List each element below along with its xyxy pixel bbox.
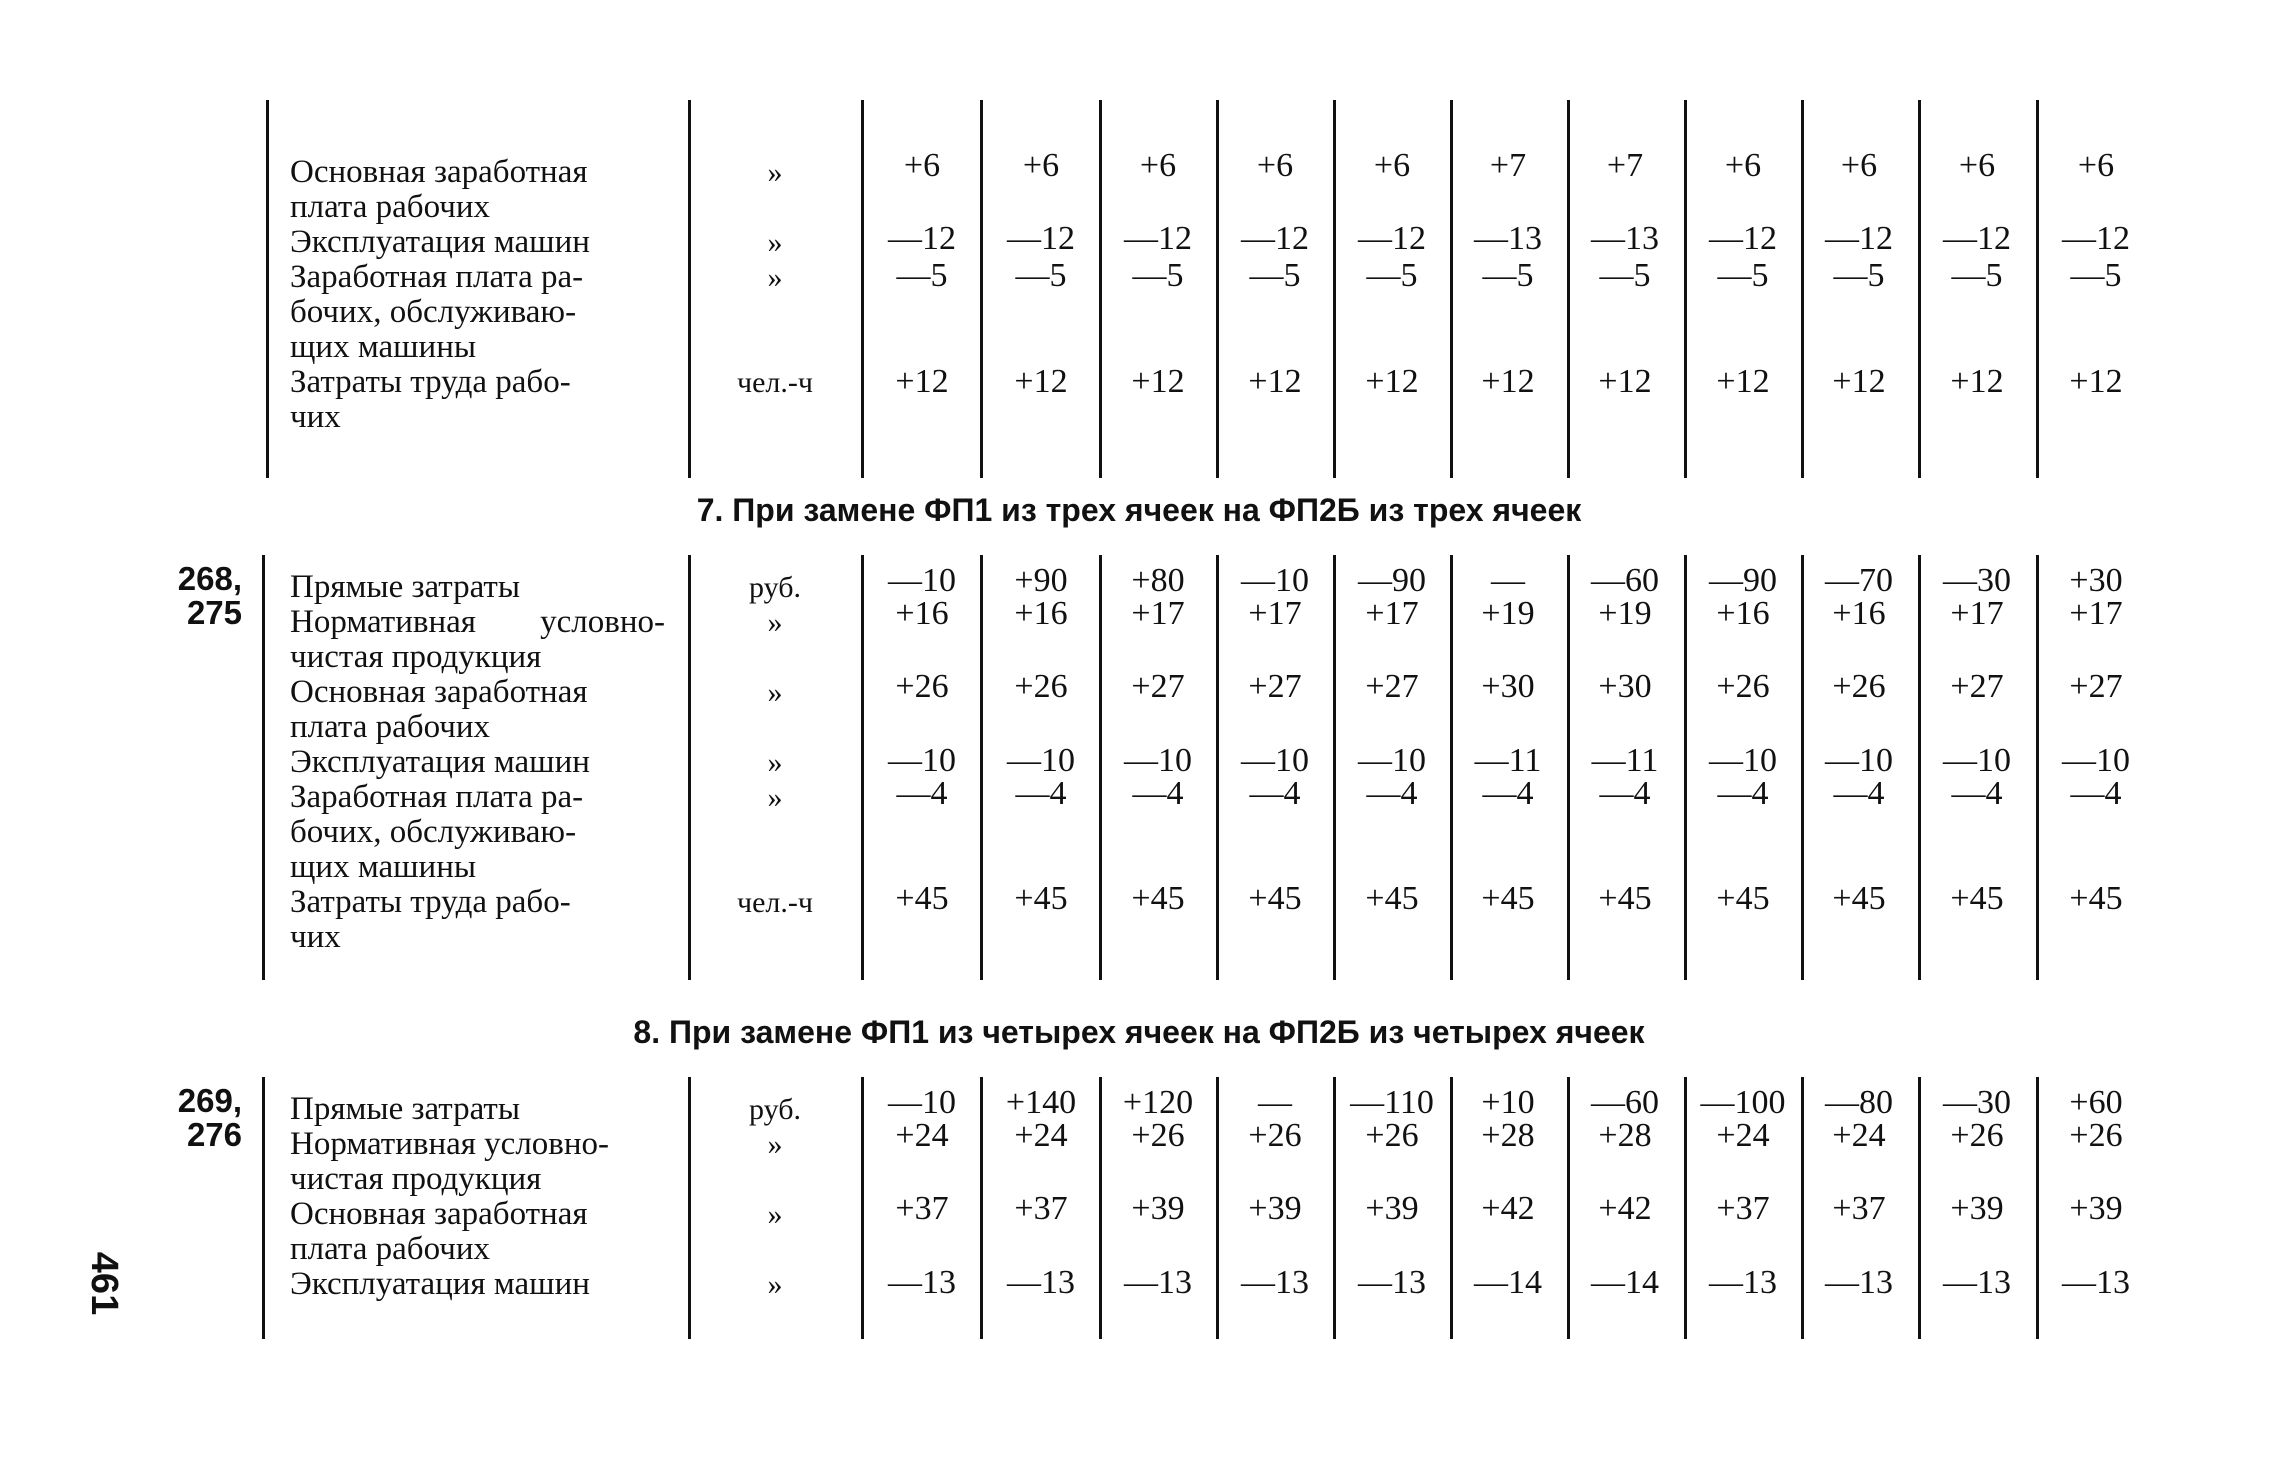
value-cell: —10 — [1241, 562, 1309, 599]
section-8-title: 8. При замене ФП1 из четырех ячеек на ФП2Б из четырех ячеек — [633, 1014, 1645, 1050]
value-cell: —30 — [1943, 1084, 2011, 1121]
value-cell: +12 — [1598, 363, 1652, 400]
value-cell: +39 — [1131, 1190, 1185, 1227]
row-label: Нормативная условно- чистая продукция — [290, 1126, 610, 1197]
value-cell: +17 — [1131, 595, 1185, 632]
value-cell: —100 — [1700, 1084, 1786, 1121]
value-cell: —4 — [1951, 775, 2003, 812]
value-cell: +42 — [1481, 1190, 1535, 1227]
value-cell: —4 — [1366, 775, 1418, 812]
norm-code: 269, 276 — [177, 1082, 242, 1153]
value-cell: +17 — [1950, 595, 2004, 632]
value-cell: —4 — [1833, 775, 1885, 812]
row-unit: чел.-ч — [737, 366, 813, 399]
value-cell: —90 — [1709, 562, 1777, 599]
value-cell: +6 — [1256, 147, 1294, 184]
value-cell: +6 — [1840, 147, 1878, 184]
value-cell: —10 — [1241, 742, 1309, 779]
value-cell: +39 — [1248, 1190, 1302, 1227]
row-unit: » — [767, 1128, 783, 1161]
value-cell: +27 — [1365, 668, 1419, 705]
value-cell: +6 — [1139, 147, 1177, 184]
value-cell: —4 — [1482, 775, 1534, 812]
label-divider — [688, 1077, 691, 1339]
value-cell: —12 — [1825, 220, 1893, 257]
value-cell: +19 — [1598, 595, 1652, 632]
value-cell: —11 — [1591, 742, 1659, 779]
value-cell: +60 — [2069, 1084, 2123, 1121]
value-cell: —5 — [2070, 257, 2122, 294]
value-cell: +26 — [1716, 668, 1770, 705]
value-cell: —5 — [1833, 257, 1885, 294]
value-cell: +45 — [2069, 880, 2123, 917]
value-cell: —14 — [1474, 1264, 1542, 1301]
value-cell: +6 — [1724, 147, 1762, 184]
value-cell: +27 — [1131, 668, 1185, 705]
value-cell: — — [1258, 1084, 1292, 1121]
value-cell: +7 — [1606, 147, 1644, 184]
value-cell: +26 — [1248, 1117, 1302, 1154]
value-cell: +26 — [1832, 668, 1886, 705]
value-cell: +17 — [2069, 595, 2123, 632]
left-border — [262, 1077, 265, 1339]
value-cell: —12 — [1709, 220, 1777, 257]
value-cell: +24 — [1832, 1117, 1886, 1154]
value-cell: +16 — [895, 595, 949, 632]
value-cell: —13 — [1591, 220, 1659, 257]
value-cell: —12 — [1241, 220, 1309, 257]
value-cell: —5 — [1015, 257, 1067, 294]
value-cell: —12 — [1007, 220, 1075, 257]
section-7-title: 7. При замене ФП1 из трех ячеек на ФП2Б из трех ячеек — [696, 492, 1582, 528]
value-cell: —12 — [1124, 220, 1192, 257]
value-cell: —10 — [2062, 742, 2130, 779]
row-label: Эксплуатация машин — [290, 1266, 590, 1302]
value-cell: —13 — [2062, 1264, 2130, 1301]
value-cell: +17 — [1365, 595, 1419, 632]
row-label: Прямые затраты — [290, 1091, 521, 1127]
value-cell: +16 — [1014, 595, 1068, 632]
value-cell: —5 — [1132, 257, 1184, 294]
value-cell: +26 — [1365, 1117, 1419, 1154]
value-cell: +28 — [1481, 1117, 1535, 1154]
value-cell: +12 — [1950, 363, 2004, 400]
value-cell: —14 — [1591, 1264, 1659, 1301]
row-unit: чел.-ч — [737, 886, 813, 919]
value-cell: —10 — [1709, 742, 1777, 779]
value-cell: —10 — [1007, 742, 1075, 779]
value-cell: +37 — [1014, 1190, 1068, 1227]
value-cell: —4 — [2070, 775, 2122, 812]
value-cell: —4 — [1599, 775, 1651, 812]
row-unit: » — [767, 1198, 783, 1231]
row-label: Затраты труда рабо- чих — [290, 884, 571, 955]
row-unit: » — [767, 1268, 783, 1301]
value-cell: —13 — [1124, 1264, 1192, 1301]
value-cell: —10 — [1124, 742, 1192, 779]
value-cell: +24 — [1716, 1117, 1770, 1154]
value-cell: +45 — [1716, 880, 1770, 917]
value-cell: —60 — [1591, 1084, 1659, 1121]
value-cell: —5 — [1366, 257, 1418, 294]
value-cell: —70 — [1825, 562, 1893, 599]
value-cell: +26 — [1014, 668, 1068, 705]
value-cell: +6 — [903, 147, 941, 184]
value-cell: +6 — [1373, 147, 1411, 184]
value-cell: +19 — [1481, 595, 1535, 632]
value-cell: —4 — [1249, 775, 1301, 812]
value-cell: +24 — [1014, 1117, 1068, 1154]
value-cell: +45 — [1248, 880, 1302, 917]
value-cell: +45 — [1131, 880, 1185, 917]
label-divider — [688, 555, 691, 980]
value-cell: +45 — [1014, 880, 1068, 917]
value-cell: +26 — [1131, 1117, 1185, 1154]
value-cell: +6 — [1022, 147, 1060, 184]
value-cell: +30 — [2069, 562, 2123, 599]
value-cell: —10 — [888, 562, 956, 599]
value-cell: —4 — [1132, 775, 1184, 812]
norm-code: 268, 275 — [177, 560, 242, 631]
row-unit: » — [767, 156, 783, 189]
value-cell: +6 — [2077, 147, 2115, 184]
value-cell: —13 — [1474, 220, 1542, 257]
row-unit: » — [767, 746, 783, 779]
value-cell: +30 — [1481, 668, 1535, 705]
value-cell: —80 — [1825, 1084, 1893, 1121]
value-cell: +6 — [1958, 147, 1996, 184]
row-label: Заработная плата ра- бочих, обслуживаю- щих машины — [290, 259, 584, 365]
row-label: Эксплуатация машин — [290, 744, 590, 780]
value-cell: —60 — [1591, 562, 1659, 599]
row-unit: » — [767, 606, 783, 639]
value-cell: —5 — [1951, 257, 2003, 294]
value-cell: +90 — [1014, 562, 1068, 599]
value-cell: —12 — [888, 220, 956, 257]
value-cell: —13 — [1709, 1264, 1777, 1301]
value-cell: —10 — [1358, 742, 1426, 779]
row-unit: » — [767, 261, 783, 294]
row-unit: » — [767, 226, 783, 259]
value-cell: +39 — [1365, 1190, 1419, 1227]
row-label: Заработная плата ра- бочих, обслуживаю- щих машины — [290, 779, 584, 885]
value-cell: —13 — [1007, 1264, 1075, 1301]
value-cell: —4 — [1015, 775, 1067, 812]
value-cell: —5 — [1717, 257, 1769, 294]
row-label: Основная заработная плата рабочих — [290, 674, 588, 745]
table-block-section-8 — [0, 1072, 2278, 1342]
value-cell: +39 — [2069, 1190, 2123, 1227]
row-label: Нормативная условно-чистая продукция — [290, 604, 665, 675]
value-cell: —5 — [1249, 257, 1301, 294]
value-cell: +24 — [895, 1117, 949, 1154]
value-cell: —10 — [888, 742, 956, 779]
value-cell: +16 — [1832, 595, 1886, 632]
value-cell: +12 — [895, 363, 949, 400]
value-cell: +45 — [895, 880, 949, 917]
value-cell: —13 — [1943, 1264, 2011, 1301]
value-cell: +80 — [1131, 562, 1185, 599]
value-cell: —4 — [1717, 775, 1769, 812]
value-cell: +120 — [1122, 1084, 1194, 1121]
value-cell: —12 — [1358, 220, 1426, 257]
value-cell: +12 — [1716, 363, 1770, 400]
row-unit: » — [767, 781, 783, 814]
value-cell: —13 — [1358, 1264, 1426, 1301]
value-cell: +27 — [1248, 668, 1302, 705]
value-cell: —10 — [1825, 742, 1893, 779]
value-cell: —5 — [1599, 257, 1651, 294]
table-block-top — [0, 95, 2278, 480]
row-label: Прямые затраты — [290, 569, 521, 605]
page-number: 461 — [83, 1251, 126, 1316]
value-cell: +26 — [1950, 1117, 2004, 1154]
value-cell: —10 — [888, 1084, 956, 1121]
value-cell: +30 — [1598, 668, 1652, 705]
value-cell: +45 — [1950, 880, 2004, 917]
row-label: Затраты труда рабо- чих — [290, 364, 571, 435]
label-divider — [688, 100, 691, 478]
value-cell: +12 — [1832, 363, 1886, 400]
value-cell: —30 — [1943, 562, 2011, 599]
row-label: Основная заработная плата рабочих — [290, 154, 588, 225]
value-cell: +17 — [1248, 595, 1302, 632]
value-cell: +26 — [2069, 1117, 2123, 1154]
value-cell: +12 — [1365, 363, 1419, 400]
value-cell: +27 — [1950, 668, 2004, 705]
value-cell: — — [1491, 562, 1525, 599]
value-cell: —5 — [1482, 257, 1534, 294]
value-cell: —90 — [1358, 562, 1426, 599]
value-cell: +45 — [1598, 880, 1652, 917]
value-cell: +16 — [1716, 595, 1770, 632]
value-cell: +45 — [1365, 880, 1419, 917]
value-cell: +12 — [2069, 363, 2123, 400]
value-cell: —13 — [1241, 1264, 1309, 1301]
value-cell: +7 — [1489, 147, 1527, 184]
value-cell: —110 — [1350, 1084, 1434, 1121]
value-cell: +37 — [895, 1190, 949, 1227]
value-cell: +12 — [1014, 363, 1068, 400]
value-cell: +27 — [2069, 668, 2123, 705]
value-cell: —11 — [1474, 742, 1542, 779]
value-cell: —12 — [1943, 220, 2011, 257]
table-block-section-7 — [0, 550, 2278, 980]
value-cell: +140 — [1005, 1084, 1077, 1121]
value-cell: —12 — [2062, 220, 2130, 257]
row-unit: руб. — [749, 1093, 801, 1126]
value-cell: +37 — [1832, 1190, 1886, 1227]
value-cell: +45 — [1832, 880, 1886, 917]
left-border — [266, 100, 269, 478]
value-cell: —13 — [1825, 1264, 1893, 1301]
value-cell: +12 — [1248, 363, 1302, 400]
value-cell: —13 — [888, 1264, 956, 1301]
row-label: Эксплуатация машин — [290, 224, 590, 260]
left-border — [262, 555, 265, 980]
value-cell: +42 — [1598, 1190, 1652, 1227]
value-cell: +28 — [1598, 1117, 1652, 1154]
value-cell: +37 — [1716, 1190, 1770, 1227]
value-cell: +10 — [1481, 1084, 1535, 1121]
value-cell: +45 — [1481, 880, 1535, 917]
value-cell: +12 — [1131, 363, 1185, 400]
value-cell: —4 — [896, 775, 948, 812]
row-unit: » — [767, 676, 783, 709]
value-cell: —10 — [1943, 742, 2011, 779]
row-unit: руб. — [749, 571, 801, 604]
value-cell: +39 — [1950, 1190, 2004, 1227]
value-cell: +26 — [895, 668, 949, 705]
value-cell: —5 — [896, 257, 948, 294]
row-label: Основная заработная плата рабочих — [290, 1196, 588, 1267]
value-cell: +12 — [1481, 363, 1535, 400]
